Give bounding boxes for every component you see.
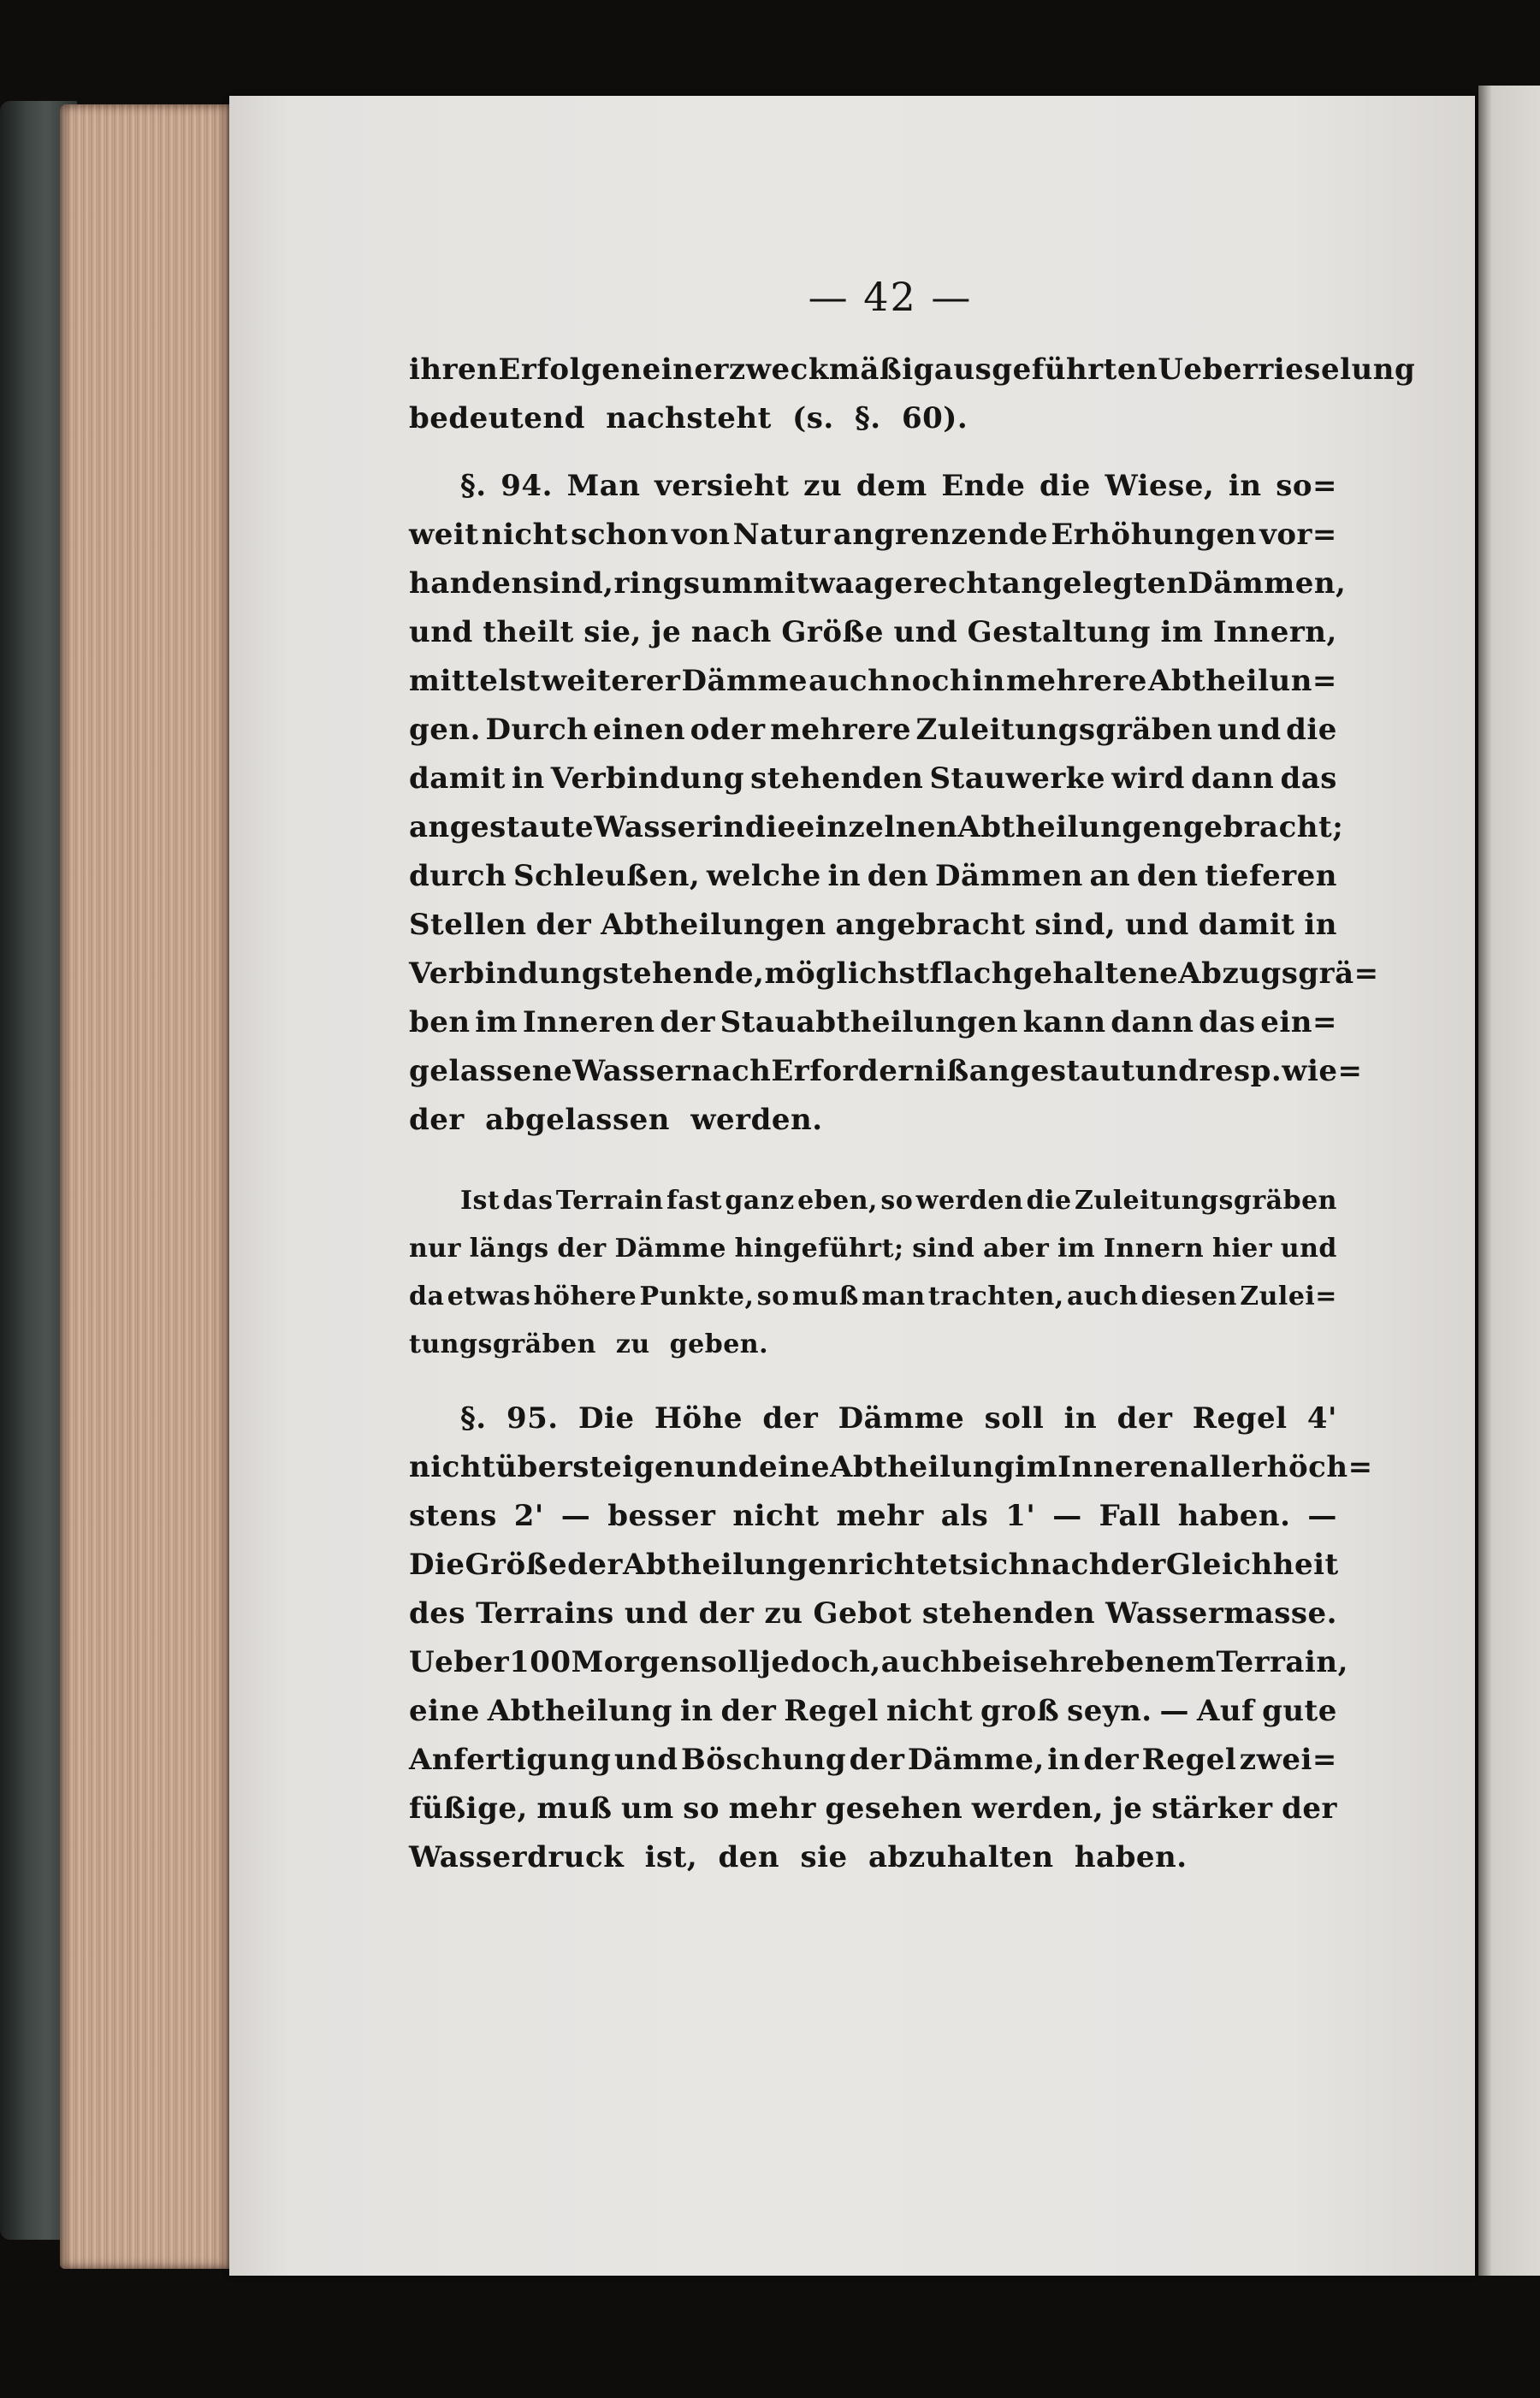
text-line: des Terrains und der zu Gebot stehenden Wassermasse. (409, 1596, 1337, 1631)
text-line: §. 95. Die Höhe der Dämme soll in der Regel 4' (460, 1401, 1337, 1436)
page-text (409, 267, 1416, 1882)
text-line: Verbindung stehende, möglichst flach gehaltene Abzugsgrä= (409, 956, 1379, 991)
text-line: füßige, muß um so mehr gesehen werden, je stärker der (409, 1791, 1337, 1826)
text-line: gen. Durch einen oder mehrere Zuleitungsgräben und die (409, 713, 1337, 747)
facing-page-edge (1478, 86, 1540, 2276)
page-block-edges (60, 104, 231, 2269)
section-94 (409, 462, 1379, 1145)
page-number: — 42 — (808, 274, 973, 320)
text-line: Stellen der Abtheilungen angebracht sind, und damit in (409, 908, 1337, 942)
text-line: Anfertigung und Böschung der Dämme, in der Regel zwei= (409, 1743, 1337, 1777)
section-95 (409, 1394, 1373, 1882)
text-line: eine Abtheilung in der Regel nicht groß seyn. — Auf gute (409, 1694, 1337, 1728)
text-line: angestaute Wasser in die einzelnen Abtheilungen gebracht; (409, 810, 1344, 844)
paragraph-continuation (409, 346, 1416, 443)
text-line: nicht übersteigen und eine Abtheilung im Inneren allerhöch= (409, 1450, 1373, 1484)
text-line: §. 94. Man versieht zu dem Ende die Wiese, in so= (460, 469, 1337, 503)
text-line: ihren Erfolgen einer zweckmäßig ausgeführten Ueberrieselung (409, 352, 1416, 387)
note-line: tungsgräben zu geben. (409, 1329, 769, 1359)
text-line: handen sind, ringsum mit waagerecht angelegten Dämmen, (409, 566, 1347, 601)
footnote-block (409, 1177, 1337, 1369)
text-line: durch Schleußen, welche in den Dämmen an den tieferen (409, 859, 1337, 893)
note-line: Ist das Terrain fast ganz eben, so werden die Zuleitungsgräben (460, 1186, 1337, 1216)
text-line: Wasserdruck ist, den sie abzuhalten haben. (409, 1840, 1188, 1874)
text-line: damit in Verbindung stehenden Stauwerke wird dann das (409, 761, 1337, 796)
text-line: bedeutend nachsteht (s. §. 60). (409, 401, 968, 435)
book-page (229, 96, 1475, 2276)
text-line: mittelst weiterer Dämme auch noch in mehrere Abtheilun= (409, 664, 1337, 698)
note-line: da etwas höhere Punkte, so muß man trachten, auch diesen Zulei= (409, 1282, 1337, 1311)
text-line: weit nicht schon von Natur angrenzende Erhöhungen vor= (409, 518, 1337, 552)
text-line: stens 2' — besser nicht mehr als 1' — Fall haben. — (409, 1499, 1337, 1533)
text-line: Ueber 100 Morgen soll jedoch, auch bei sehr ebenem Terrain, (409, 1645, 1348, 1679)
text-line: der abgelassen werden. (409, 1103, 823, 1137)
note-line: nur längs der Dämme hingeführt; sind aber im Innern hier und (409, 1234, 1337, 1264)
text-line: und theilt sie, je nach Größe und Gestaltung im Innern, (409, 615, 1337, 649)
text-line: gelassene Wasser nach Erforderniß angestaut und resp. wie= (409, 1054, 1363, 1088)
text-line: Die Größe der Abtheilungen richtet sich nach der Gleichheit (409, 1548, 1339, 1582)
text-line: ben im Inneren der Stauabtheilungen kann dann das ein= (409, 1005, 1337, 1039)
